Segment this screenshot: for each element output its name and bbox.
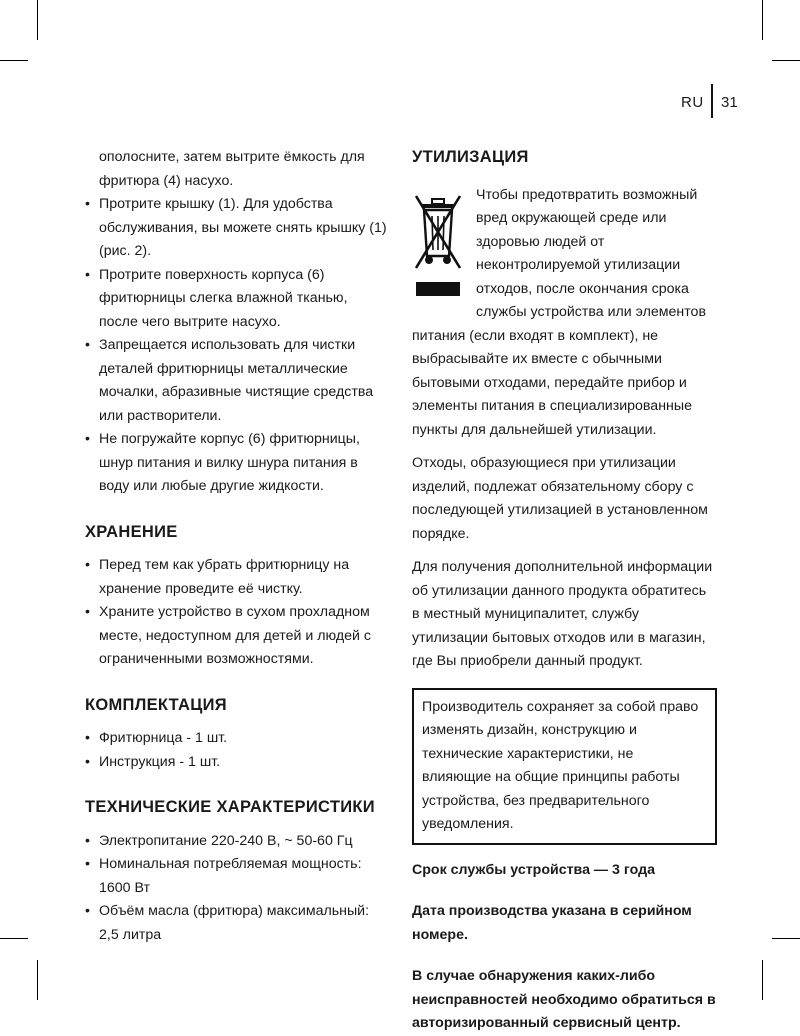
list-item: • Инструкция - 1 шт. bbox=[85, 751, 390, 775]
crop-mark bbox=[772, 938, 800, 939]
crop-mark bbox=[762, 0, 763, 40]
list-item: • Запрещается использовать для чистки деталей фритюрницы металлические мочалки, абразивные чистящие средства или растворители. bbox=[85, 334, 390, 428]
left-column bbox=[85, 146, 390, 947]
service-center-note: В случае обнаружения каких-либо неисправностей необходимо обратиться в авторизированный сервисный центр. bbox=[412, 968, 716, 1031]
production-date-note: Дата производства указана в серийном номере. bbox=[412, 903, 692, 943]
manufacturer-notice: Производитель сохраняет за собой право изменять дизайн, конструкцию и технические характеристики, не влияющие на общие принципы работы устройства, без предварительного уведомления. bbox=[422, 698, 699, 832]
disposal-paragraph: Отходы, образующиеся при утилизации изделий, подлежат обязательному сбору с последующей утилизацией в установленном порядке. bbox=[412, 455, 708, 542]
cleaning-continuation: ополосните, затем вытрите ёмкость для фритюра (4) насухо. bbox=[99, 149, 365, 189]
list-item: • Протрите крышку (1). Для удобства обслуживания, вы можете снять крышку (1) (рис. 2). bbox=[85, 193, 390, 264]
crop-mark bbox=[37, 0, 38, 40]
specs-heading: ТЕХНИЧЕСКИЕ ХАРАКТЕРИСТИКИ bbox=[85, 798, 375, 816]
crop-mark bbox=[0, 60, 28, 61]
disposal-heading: УТИЛИЗАЦИЯ bbox=[412, 148, 529, 166]
list-item: • Объём масла (фритюра) максимальный: 2,5 литра bbox=[85, 900, 390, 947]
crop-mark bbox=[0, 938, 28, 939]
manufacturer-notice-box bbox=[412, 688, 717, 845]
right-column bbox=[412, 146, 717, 1036]
page-number: 31 bbox=[721, 94, 738, 111]
crossed-out-wheelie-bin-icon bbox=[412, 190, 464, 310]
list-item: • Перед тем как убрать фритюрницу на хранение проведите её чистку. bbox=[85, 554, 390, 601]
list-item: • Не погружайте корпус (6) фритюрницы, шнур питания и вилку шнура питания в воду или любые другие жидкости. bbox=[85, 428, 390, 499]
service-life: Срок службы устройства — 3 года bbox=[412, 861, 655, 878]
disposal-paragraph: Для получения дополнительной информации об утилизации данного продукта обратитесь в местный муниципалитет, службу утилизации бытовых отходов или в магазин, где Вы приобрели данный продукт. bbox=[412, 559, 713, 669]
package-heading: КОМПЛЕКТАЦИЯ bbox=[85, 695, 227, 714]
crop-mark bbox=[37, 960, 38, 1000]
package-list bbox=[85, 727, 390, 774]
cleaning-list bbox=[85, 193, 390, 499]
specs-list bbox=[85, 830, 390, 948]
language-code: RU bbox=[681, 94, 704, 111]
list-item: • Протрите поверхность корпуса (6) фритюрницы слегка влажной тканью, после чего вытрите насухо. bbox=[85, 264, 390, 335]
crop-mark bbox=[762, 960, 763, 1000]
crop-mark bbox=[772, 60, 800, 61]
disposal-block bbox=[412, 184, 717, 443]
list-item: • Храните устройство в сухом прохладном месте, недоступном для детей и людей с ограниченными возможностями. bbox=[85, 601, 390, 672]
header-divider bbox=[711, 84, 713, 118]
list-item: • Электропитание 220-240 В, ~ 50-60 Гц bbox=[85, 830, 390, 854]
list-item: • Номинальная потребляемая мощность: 1600 Вт bbox=[85, 853, 390, 900]
storage-heading: ХРАНЕНИЕ bbox=[85, 522, 178, 541]
disposal-paragraph: Чтобы предотвратить возможный вред окружающей среде или здоровью людей от неконтролируемой утилизации отходов, после окончания срока службы устройства или элементов питания (если входят в комплект), не выбрасывайте их вместе с обычными бытовыми отходами, передайте прибор и элементы питания в специализированные пункты для дальнейшей утилизации. bbox=[412, 186, 706, 438]
storage-list bbox=[85, 554, 390, 672]
list-item: • Фритюрница - 1 шт. bbox=[85, 727, 390, 751]
